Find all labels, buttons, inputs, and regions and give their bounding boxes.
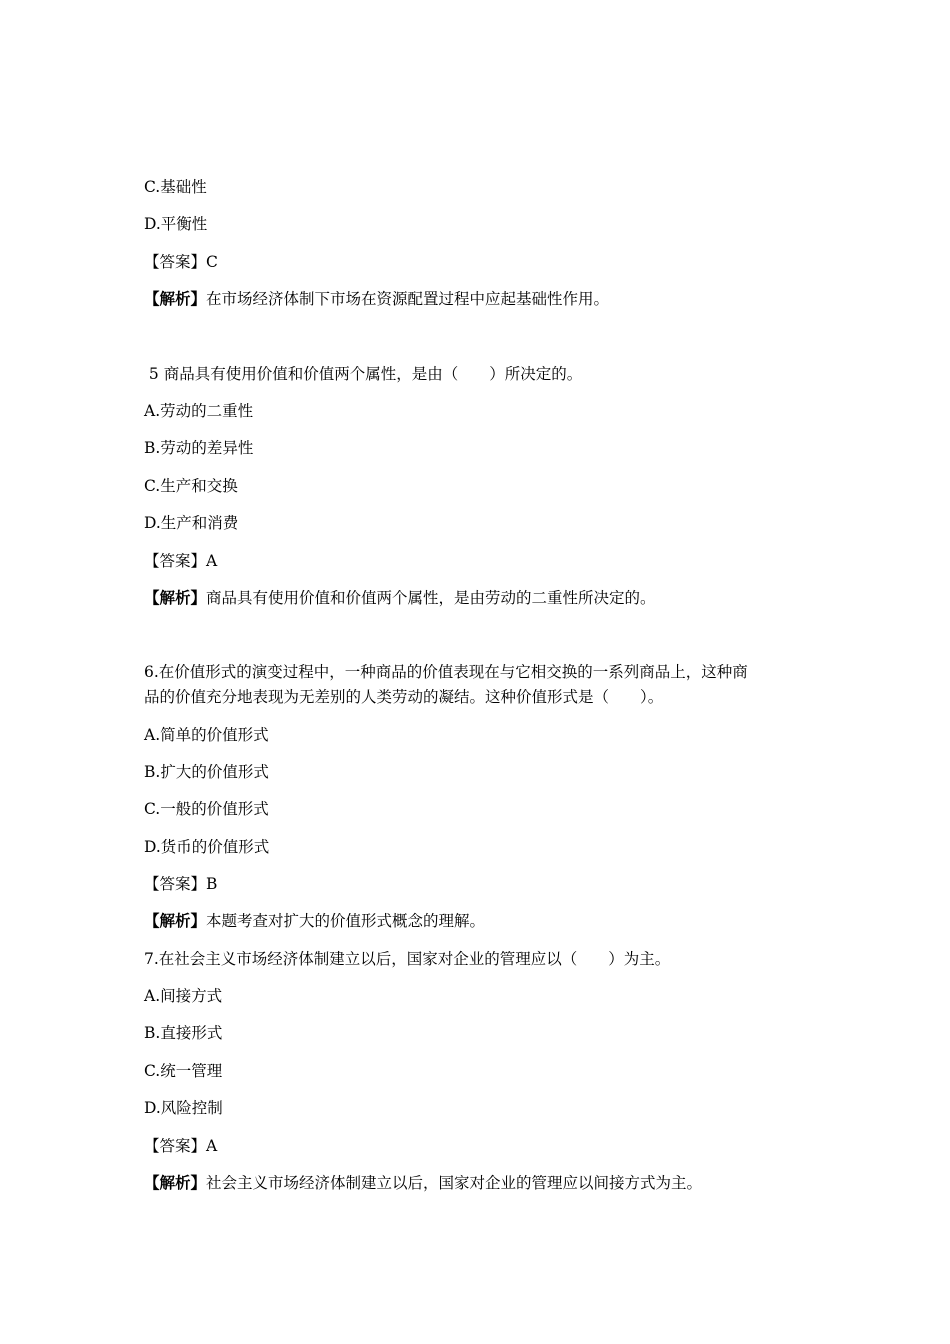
q7-option-b: B.直接形式 xyxy=(144,1024,223,1042)
q7-option-c: C.统一管理 xyxy=(144,1062,223,1080)
analysis-prefix: 【解析】 xyxy=(144,289,207,308)
analysis-text: 本题考查对扩大的价值形式概念的理解。 xyxy=(206,912,486,930)
q6-option-a: A.简单的价值形式 xyxy=(144,726,269,744)
analysis-prefix: 【解析】 xyxy=(144,588,207,607)
q5-question: 5 商品具有使用价值和价值两个属性，是由（ ）所决定的。 xyxy=(144,365,583,383)
q5-option-d: D.生产和消费 xyxy=(144,514,239,532)
answer-value: A xyxy=(206,552,218,570)
q7-option-d: D.风险控制 xyxy=(144,1099,223,1117)
q6-answer xyxy=(144,874,217,894)
q5-option-b: B.劳动的差异性 xyxy=(144,439,254,457)
q4-option-c: C.基础性 xyxy=(144,178,207,196)
answer-prefix: 【答案】 xyxy=(144,552,207,570)
q5-analysis xyxy=(144,588,656,608)
analysis-text: 在市场经济体制下市场在资源配置过程中应起基础性作用。 xyxy=(206,290,610,308)
answer-prefix: 【答案】 xyxy=(144,253,207,271)
analysis-prefix: 【解析】 xyxy=(144,911,207,930)
q6-option-c: C.一般的价值形式 xyxy=(144,800,269,818)
q5-option-c: C.生产和交换 xyxy=(144,477,238,495)
answer-value: B xyxy=(206,875,218,893)
q6-option-b: B.扩大的价值形式 xyxy=(144,763,269,781)
q4-option-d: D.平衡性 xyxy=(144,215,208,233)
q7-option-a: A.间接方式 xyxy=(144,987,223,1005)
q7-answer xyxy=(144,1136,217,1156)
q4-analysis xyxy=(144,289,609,309)
q6-analysis xyxy=(144,911,485,931)
q5-option-a: A.劳动的二重性 xyxy=(144,402,254,420)
q6-question-line-1: 6.在价值形式的演变过程中，一种商品的价值表现在与它相交换的一系列商品上，这种商 xyxy=(144,663,748,681)
q6-option-d: D.货币的价值形式 xyxy=(144,838,270,856)
q5-answer xyxy=(144,551,217,571)
q4-answer xyxy=(144,252,218,272)
q6-question-line-2: 品的价值充分地表现为无差别的人类劳动的凝结。这种价值形式是（ ）。 xyxy=(144,688,664,706)
answer-prefix: 【答案】 xyxy=(144,1137,207,1155)
q7-analysis xyxy=(144,1173,702,1193)
answer-prefix: 【答案】 xyxy=(144,875,207,893)
answer-value: C xyxy=(206,253,218,271)
analysis-text: 商品具有使用价值和价值两个属性，是由劳动的二重性所决定的。 xyxy=(206,589,656,607)
analysis-prefix: 【解析】 xyxy=(144,1173,207,1192)
q7-question: 7.在社会主义市场经济体制建立以后，国家对企业的管理应以（ ）为主。 xyxy=(144,950,671,968)
answer-value: A xyxy=(206,1137,218,1155)
analysis-text: 社会主义市场经济体制建立以后，国家对企业的管理应以间接方式为主。 xyxy=(206,1174,703,1192)
